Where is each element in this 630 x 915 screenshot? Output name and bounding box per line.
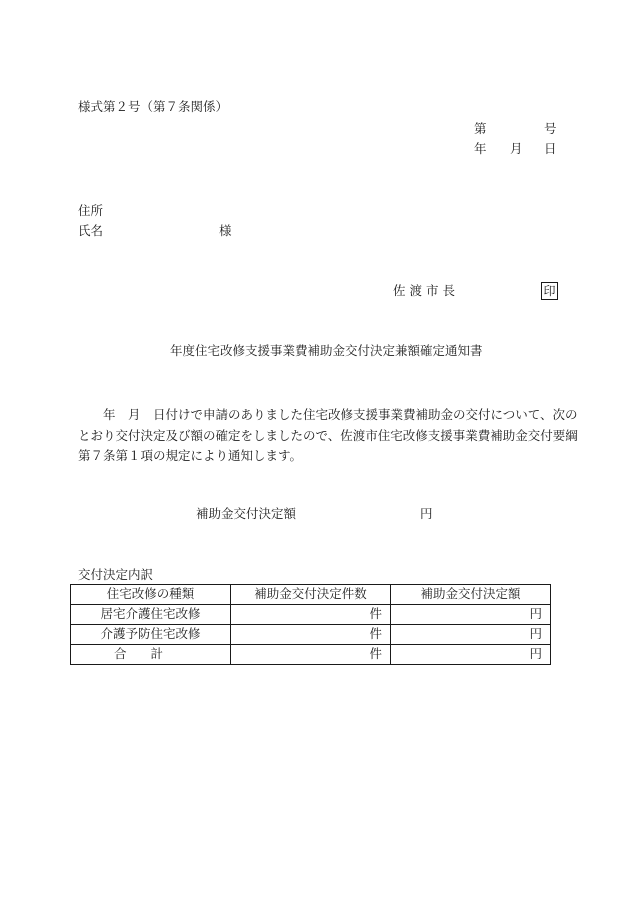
count-cell: 件 [231, 645, 391, 665]
honorific: 様 [219, 223, 232, 238]
count-cell: 件 [231, 625, 391, 645]
amount-unit: 円 [420, 506, 433, 521]
number-suffix: 号 [544, 121, 557, 136]
date-month: 月 [510, 141, 523, 156]
amount-cell: 円 [391, 645, 551, 665]
body-line: とおり交付決定及び額の確定をしましたので、佐渡市住宅改修支援事業費補助金交付要綱 [78, 427, 578, 443]
date-year: 年 [474, 141, 487, 156]
renovation-type: 居宅介護住宅改修 [71, 605, 231, 625]
breakdown-table [70, 584, 551, 665]
body-line: 年 月 日付けで申請のありました住宅改修支援事業費補助金の交付について、次の [78, 407, 578, 422]
total-label: 合計 [71, 645, 231, 665]
count-cell: 件 [231, 605, 391, 625]
table-row [71, 605, 551, 625]
breakdown-label: 交付決定内訳 [78, 567, 154, 582]
table-header-row [71, 585, 551, 605]
body-line: 第７条第１項の規定により通知します。 [78, 448, 303, 463]
column-header: 住宅改修の種類 [71, 585, 231, 605]
amount-cell: 円 [391, 605, 551, 625]
issuer-title: 佐渡市長 [393, 283, 460, 298]
table-row [71, 625, 551, 645]
column-header: 補助金交付決定件数 [231, 585, 391, 605]
number-prefix: 第 [474, 121, 487, 136]
amount-cell: 円 [391, 625, 551, 645]
address-label: 住所 [78, 203, 104, 218]
form-number: 様式第２号（第７条関係） [78, 99, 229, 114]
seal-stamp-box: 印 [541, 282, 558, 300]
document-title: 年度住宅改修支援事業費補助金交付決定兼額確定通知書 [170, 343, 483, 358]
date-day: 日 [544, 141, 557, 156]
amount-label: 補助金交付決定額 [196, 506, 297, 521]
column-header: 補助金交付決定額 [391, 585, 551, 605]
notice-body [78, 405, 578, 467]
renovation-type: 介護予防住宅改修 [71, 625, 231, 645]
name-label: 氏名 [78, 223, 104, 238]
table-row-total [71, 645, 551, 665]
